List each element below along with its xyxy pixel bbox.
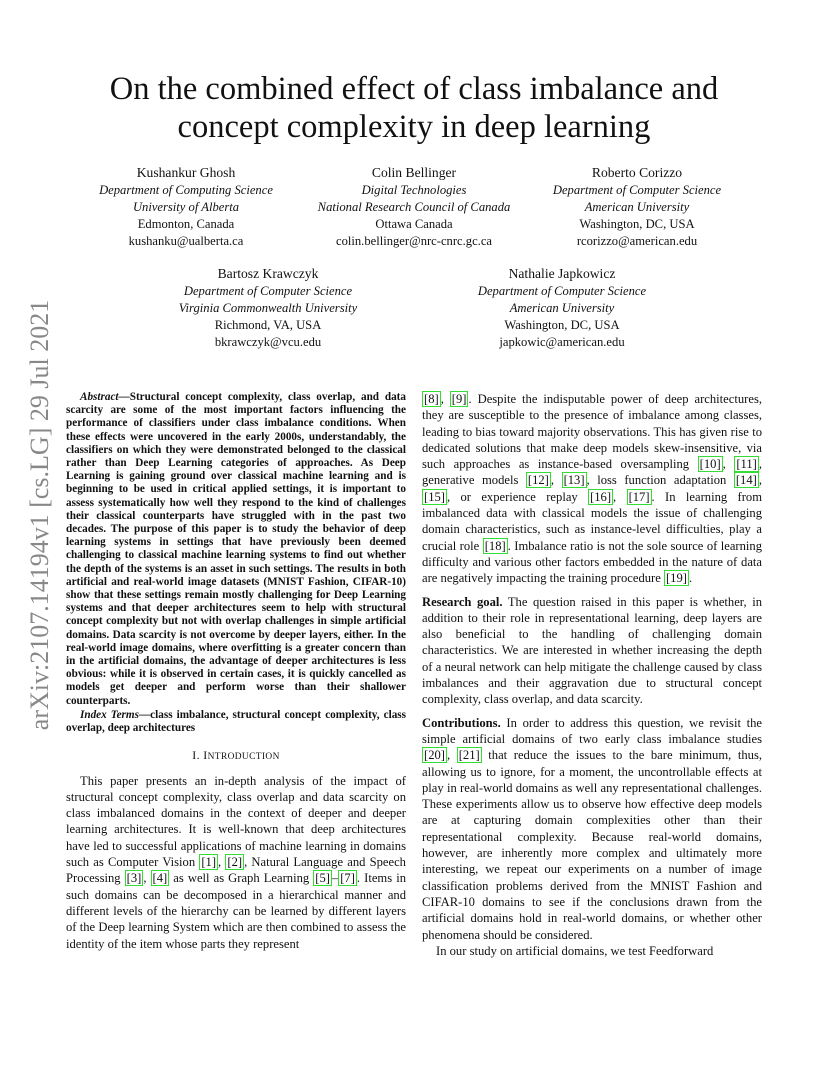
index-terms-label: Index Terms (80, 708, 139, 721)
citation-link[interactable]: [18] (484, 538, 506, 553)
citation-link[interactable]: [9] (451, 392, 467, 406)
citation-link[interactable]: [2] (227, 855, 243, 870)
citation-link[interactable]: [20] (424, 748, 445, 763)
citation-link[interactable]: [16] (590, 489, 612, 504)
author-org: National Research Council of Canada (317, 200, 511, 214)
citation-link[interactable]: [3] (126, 871, 142, 886)
author-org: American University (584, 200, 690, 214)
abstract-label: Abstract (80, 391, 119, 403)
citation-link[interactable]: [7] (340, 871, 355, 886)
author-location: Washington, DC, USA (579, 217, 695, 231)
author-location: Washington, DC, USA (504, 318, 620, 332)
author-dept: Department of Computer Science (477, 284, 647, 298)
author-block (462, 265, 662, 351)
citation-link[interactable]: [12] (527, 473, 549, 488)
abstract-text: Structural concept complexity, class overlap, and data scarcity are some of the most important factors influencing the performance of classifiers under class imbalance conditions. When these effects were uncovered in the early 2000s, understandably, the classifiers on which they were demonstrated belonged to the classical rather than Deep Learning categories of approaches. As Deep Learning is gaining ground over classical machine learning and is beginning to be used in critical applied settings, it is important to assess systematically how well they respond to the kind of challenges their classical counterparts have struggled with in the past two decades. The purpose of this paper is to study the behavior of deep learning systems in settings that have previously been deemed challenging to classical machine learning systems to find out whether the depth of the systems is an asset in such settings. The results in both artificial and real-world image datasets (MNIST Fashion, CIFAR-10) show that these settings remain mostly challenging for Deep Learning systems and that deeper architectures seem to help with structural concept complexity but not with overlap challenges in simple artificial domains. Data scarcity is not overcome by deeper layers, either. In the real-world image domains, where overfitting is a greater concern than in the artificial domains, the advantage of deeper architectures is less obvious: while it is observed in certain cases, it is quickly cancelled as models get deeper and perform worse than their shallower counterparts. (66, 391, 406, 707)
author-dept: Digital Technologies (361, 183, 467, 197)
author-location: Richmond, VA, USA (214, 318, 322, 332)
author-name: Bartosz Krawczyk (217, 266, 319, 281)
intro-paragraph-continued: [8] , [9] . Despite the indisputable power of deep architectures, they are susceptible to the presence of imbalance among classes, leading to bias toward majority observations. This has given rise to dedicated solutions that make deep models skew-insensitive, via such approaches as instance-based oversampling [10] , [11] , generative models [12] , [13] , loss function adaptation [14] , [15] , or experience replay [16] , [17] . In learning from imbalanced data with classical models the issue of challenging domain characteristics, such as instance-level difficulties, play a crucial role [18] . Imbalance ratio is not the sole source of learning difficulty and various other factors embedded in the nature of data are negatively impacting the training procedure [19] . (422, 392, 763, 586)
citation-link[interactable]: [10] (699, 457, 721, 472)
research-goal-label: Research goal. (422, 594, 503, 609)
author-block (304, 164, 524, 250)
research-goal-paragraph: Research goal. The question raised in this paper is whether, in addition to their role in representational learning, deep layers are also beneficial to the handling of challenging domain characteristics. We are interested in whether increasing the depth of a neural network can help mitigate the challenge caused by class imbalances and their aggravation due to structural concept complexity, class overlap, and data scarcity. (422, 594, 762, 707)
left-column (66, 391, 406, 952)
author-dept: Department of Computer Science (183, 284, 353, 298)
author-email: kushanku@ualberta.ca (128, 234, 244, 248)
intro-paragraph: In our study on artificial domains, we test Feedforward (436, 943, 714, 958)
abstract: Abstract—Structural concept complexity, class overlap, and data scarcity are some of the most important factors influencing the performance of classifiers under class imbalance conditions. When these effects were uncovered in the early 2000s, understandably, the classifiers on which they were demonstrated belonged to the classical rather than Deep Learning categories of approaches. As Deep Learning is gaining ground over classical machine learning and is beginning to be used in critical applied settings, it is important to assess systematically how well they respond to the kind of challenges their classical counterparts have struggled with in the past two decades. The purpose of this paper is to study the behavior of deep learning systems in settings that have previously been deemed challenging to classical machine learning systems to find out whether the depth of the systems is an asset in such settings. The results in both artificial and real-world image datasets (MNIST Fashion, CIFAR-10) show that these settings remain mostly challenging for Deep Learning systems and that deeper architectures seem to help with structural concept complexity but not with overlap challenges in simple artificial domains. Data scarcity is not overcome by deeper layers, either. In the real-world image domains, where overfitting is a greater concern than in the artificial domains, the advantage of deeper architectures is less obvious: while it is observed in certain cases, it is quickly cancelled as models get deeper and perform worse than their shallower counterparts. (66, 391, 406, 707)
author-email: bkrawczyk@vcu.edu (214, 335, 322, 349)
author-name: Roberto Corizzo (591, 165, 683, 180)
author-dept: Department of Computer Science (552, 183, 722, 197)
right-column (422, 391, 762, 959)
author-org: University of Alberta (132, 200, 240, 214)
contributions-label: Contributions. (422, 715, 501, 730)
author-name: Nathalie Japkowicz (508, 266, 616, 281)
author-name: Kushankur Ghosh (136, 165, 236, 180)
author-block (91, 164, 281, 250)
section-heading: I. INTRODUCTION (192, 748, 280, 763)
citation-link[interactable]: [15] (424, 489, 445, 504)
citation-link[interactable]: [17] (628, 489, 650, 504)
citation-link[interactable]: [13] (563, 473, 585, 488)
author-block (542, 164, 732, 250)
arxiv-id: arXiv:2107.14194v1 [cs.LG] 29 Jul 2021 (25, 299, 54, 731)
index-terms: Index Terms—class imbalance, structural concept complexity, class overlap, deep architectures (66, 708, 406, 735)
author-email: colin.bellinger@nrc-cnrc.gc.ca (336, 234, 492, 248)
author-name: Colin Bellinger (371, 165, 457, 180)
citation-link[interactable]: [14] (735, 473, 757, 488)
author-location: Edmonton, Canada (137, 217, 235, 231)
author-block (168, 265, 368, 351)
author-org: Virginia Commonwealth University (178, 301, 358, 315)
arxiv-stamp (10, 295, 70, 735)
citation-link[interactable]: [8] (424, 392, 439, 406)
author-email: japkowic@american.edu (499, 335, 625, 349)
index-terms-text: class imbalance, structural concept complexity, class overlap, deep architectures (66, 708, 406, 735)
paper-title: On the combined effect of class imbalance and concept complexity in deep learning (109, 71, 719, 145)
author-dept: Department of Computing Science (99, 183, 273, 197)
citation-link[interactable]: [1] (201, 855, 217, 870)
citation-link[interactable]: [4] (152, 871, 168, 886)
contributions-paragraph: Contributions. In order to address this question, we revisit the simple artificial domains of two early class imbalance studies [20] , [21] that reduce the issues to the bare minimum, thus, allowing us to ignore, for a moment, the uncontrollable effects at play in real-world domains as well any representational challenges. These experiments allow us to observe how effective deep models are at capturing domain complexities other than their representational complexity. Because real-world domains, however, are inherently more complex and ultimately more interesting, we repeat our experiments on a number of image classification problems derived from the MNIST Fashion and CIFAR-10 domains to see if the conclusions drawn from the artificial domains hold in real-world domains, or whether other phenomena should be considered. (422, 715, 762, 942)
citation-link[interactable]: [5] (315, 871, 330, 886)
citation-link[interactable]: [21] (458, 748, 480, 763)
author-email: rcorizzo@american.edu (576, 234, 698, 248)
author-location: Ottawa Canada (375, 217, 453, 231)
citation-link[interactable]: [11] (736, 457, 757, 472)
author-org: American University (509, 301, 615, 315)
intro-paragraph: This paper presents an in-depth analysis of the impact of structural concept complexity, class overlap and data scarcity on class imbalanced domains in the context of deeper and deeper learning architectures. It is well-known that deep architectures have led to successful applications of machine learning in domains such as Computer Vision [1] , [2] , Natural Language and Speech Processing [3] , [4] as well as Graph Learning [5] – [7] . Items in such domains can be decomposed in a hierarchical manner and different levels of the hierarchy can be learned by different layers of the Deep learning System which are then combined to assess the identity of the item whose parts they represent (66, 773, 406, 951)
citation-link[interactable]: [19] (665, 571, 687, 586)
